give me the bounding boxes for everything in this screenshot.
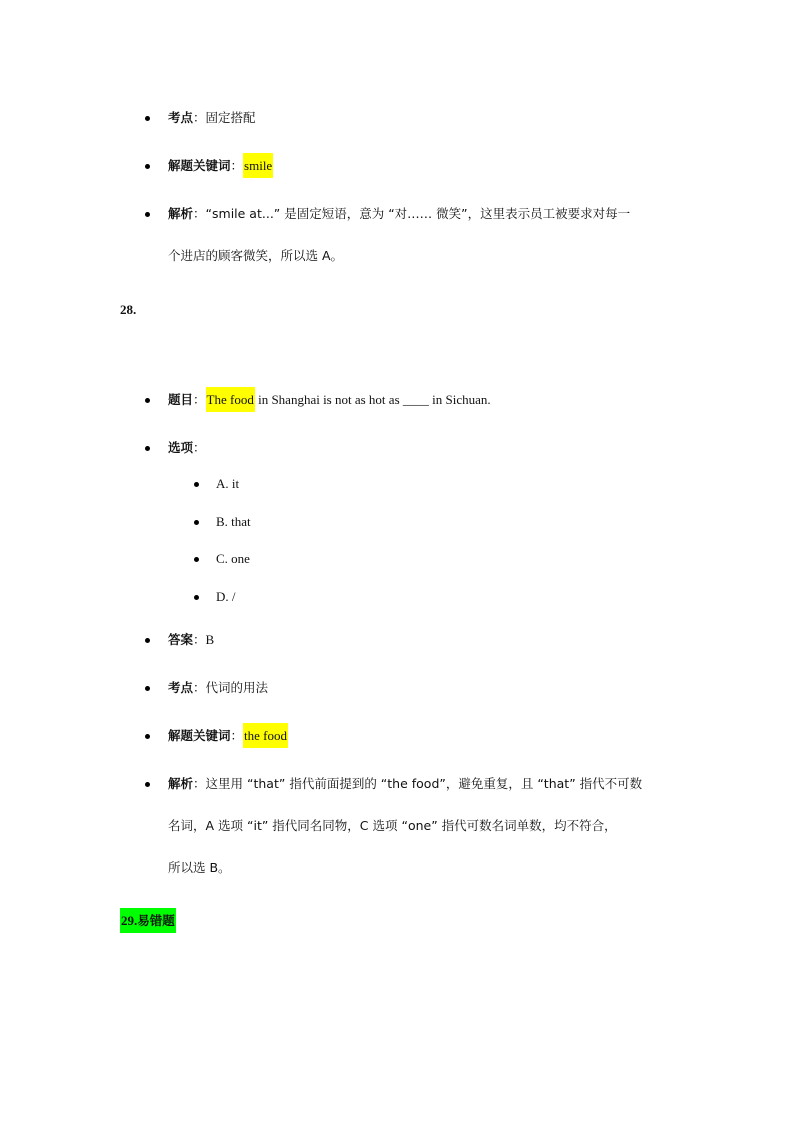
- jiexi-text: “smile at...” 是固定短语，意为 “对…… 微笑”，这里表示员工被要求对每一: [205, 206, 631, 221]
- timu-highlight: The food: [206, 387, 255, 412]
- bullet: [145, 446, 150, 451]
- bullet: [145, 734, 150, 739]
- jiexi-label: 解析: [168, 206, 194, 221]
- keyword-label: 解题关键词: [168, 728, 231, 743]
- jiexi-text-continued: 名词，A 选项 “it” 指代同名同物，C 选项 “one” 指代可数名词单数，均不符合，: [168, 818, 617, 833]
- jiexi-text: 这里用 “that” 指代前面提到的 “the food”，避免重复，且 “that” 指代不可数: [205, 776, 643, 791]
- sub-bullet: [194, 557, 199, 562]
- kaodian-value: 固定搭配: [205, 110, 256, 125]
- bullet: [145, 164, 150, 169]
- options-label: 选项: [168, 440, 194, 455]
- bullet: [145, 116, 150, 121]
- question-tag: 易错题: [137, 913, 175, 928]
- jiexi-label: 解析: [168, 776, 194, 791]
- option-d: D. /: [216, 589, 236, 604]
- question-number: 28.: [120, 302, 137, 317]
- answer-label: 答案: [168, 632, 194, 647]
- bullet: [145, 398, 150, 403]
- timu-text: in Shanghai is not as hot as ____ in Sichuan.: [254, 392, 491, 407]
- bullet: [145, 638, 150, 643]
- question-number: 29.: [121, 913, 138, 928]
- option-a: A. it: [216, 476, 240, 491]
- timu-label: 题目: [168, 392, 194, 407]
- question-header: [120, 911, 176, 931]
- jiexi-text-continued: 个进店的顾客微笑，所以选 A。: [168, 248, 344, 263]
- option-c: C. one: [216, 551, 250, 566]
- sub-bullet: [194, 595, 199, 600]
- keyword-row: 解题关键词：smile: [168, 156, 273, 176]
- option-b: B. that: [216, 514, 251, 529]
- kaodian-label: 考点: [168, 680, 194, 695]
- jiexi-row: 解析：“smile at...” 是固定短语，意为 “对…… 微笑”，这里表示员工被要求对每一: [168, 206, 631, 221]
- question-number-highlight: [120, 908, 176, 933]
- kaodian-row: 考点：代词的用法: [168, 680, 269, 695]
- keyword-row: 解题关键词：the food: [168, 726, 288, 746]
- kaodian-value: 代词的用法: [205, 680, 269, 695]
- answer-row: 答案：B: [168, 632, 215, 647]
- sub-bullet: [194, 520, 199, 525]
- options-row: 选项：: [168, 440, 206, 455]
- bullet: [145, 212, 150, 217]
- sub-bullet: [194, 482, 199, 487]
- timu-row: 题目：The food in Shanghai is not as hot as ____ in Sichuan.: [168, 390, 491, 410]
- bullet: [145, 686, 150, 691]
- kaodian-label: 考点: [168, 110, 194, 125]
- answer-value: B: [205, 632, 215, 647]
- keyword-label: 解题关键词: [168, 158, 231, 173]
- jiexi-row: 解析：这里用 “that” 指代前面提到的 “the food”，避免重复，且 “that” 指代不可数: [168, 776, 643, 791]
- kaodian-row: 考点：固定搭配: [168, 110, 256, 125]
- bullet: [145, 782, 150, 787]
- keyword-highlight: smile: [243, 153, 273, 178]
- jiexi-text-continued: 所以选 B。: [168, 860, 231, 875]
- keyword-highlight: the food: [243, 723, 288, 748]
